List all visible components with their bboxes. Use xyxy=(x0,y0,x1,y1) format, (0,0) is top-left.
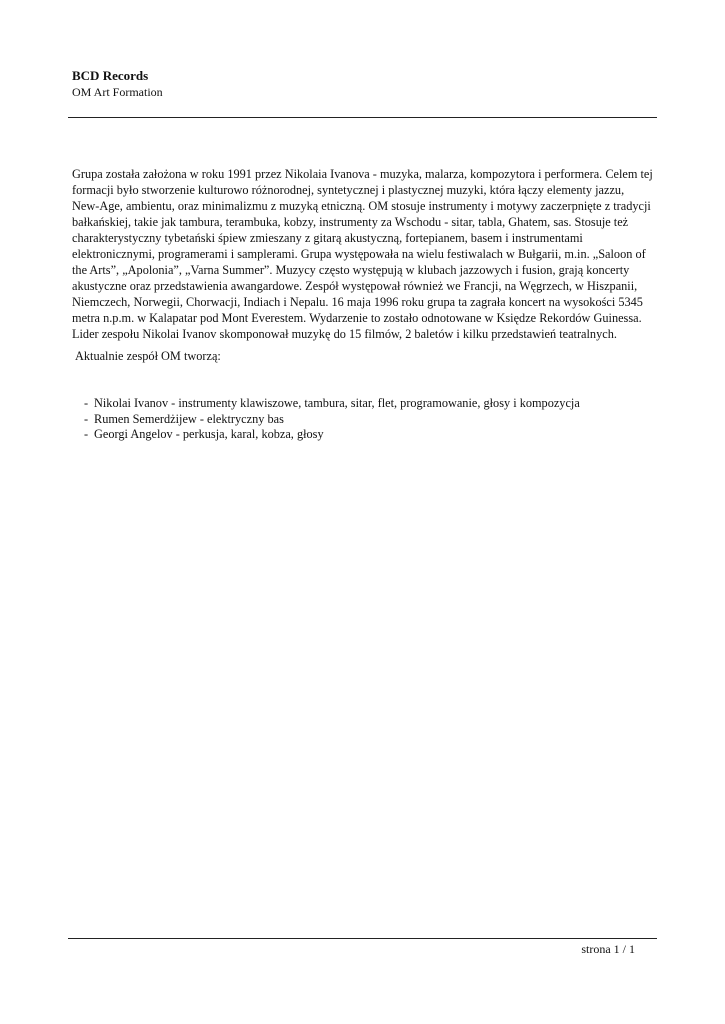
member-text: Georgi Angelov - perkusja, karal, kobza, głosy xyxy=(94,427,324,441)
list-bullet: - xyxy=(84,396,89,410)
description-paragraph: Grupa została założona w roku 1991 przez Nikolaia Ivanova - muzyka, malarza, kompozytora i performera. Celem tej formacji było stworzenie kulturowo różnorodnej, syntetycznej i plastycznej muzyki, która łączy elementy jazzu, New-Age, ambientu, oraz minimalizmu z muzyką etniczną. OM stosuje instrumenty i motywy zaczerpnięte z tradycji bałkańskiej, takie jak tambura, terambuka, kobzy, instrumenty za Wschodu - sitar, tabla, Ghatem, sas. Stosuje też charakterystyczny tybetański śpiew zmieszany z gitarą akustyczną, fortepianem, basem i instrumentami elektronicznymi, programerami i samplerami. Grupa występowała na wielu festiwalach w Bułgarii, m.in. „Saloon of the Arts”, „Apolonia”, „Varna Summer”. Muzycy często występują w klubach jazzowych i fusion, grają koncerty akustyczne oraz przedstawienia awangardowe. Zespół występował również we Francji, na Węgrzech, w Hiszpanii, Niemczech, Norwegii, Chorwacji, Indiach i Nepalu. 16 maja 1996 roku grupa ta zagrała koncert na wysokości 5345 metra n.p.m. w Kalapatar pod Mont Everestem. Wydarzenie to zostało odnotowane w Księdze Rekordów Guinessa. Lider zespołu Nikolai Ivanov skomponował muzykę do 15 filmów, 2 baletów i kilku przedstawień teatralnych. xyxy=(72,167,653,342)
page-number: strona 1 / 1 xyxy=(581,942,635,956)
header-subtitle: OM Art Formation xyxy=(72,85,163,99)
footer-divider xyxy=(68,938,657,939)
list-item xyxy=(84,396,580,412)
list-item xyxy=(84,427,580,443)
page-header xyxy=(72,68,657,100)
members-list xyxy=(84,396,580,443)
member-text: Nikolai Ivanov - instrumenty klawiszowe, tambura, sitar, flet, programowanie, głosy i kompozycja xyxy=(94,396,580,410)
list-bullet: - xyxy=(84,427,89,441)
list-item xyxy=(84,412,580,428)
header-divider xyxy=(68,117,657,118)
header-title: BCD Records xyxy=(72,68,149,83)
list-bullet: - xyxy=(84,411,89,426)
member-text: Rumen Semerdżijew - elektryczny bas xyxy=(94,411,284,426)
members-intro: Aktualnie zespół OM tworzą: xyxy=(75,349,221,363)
